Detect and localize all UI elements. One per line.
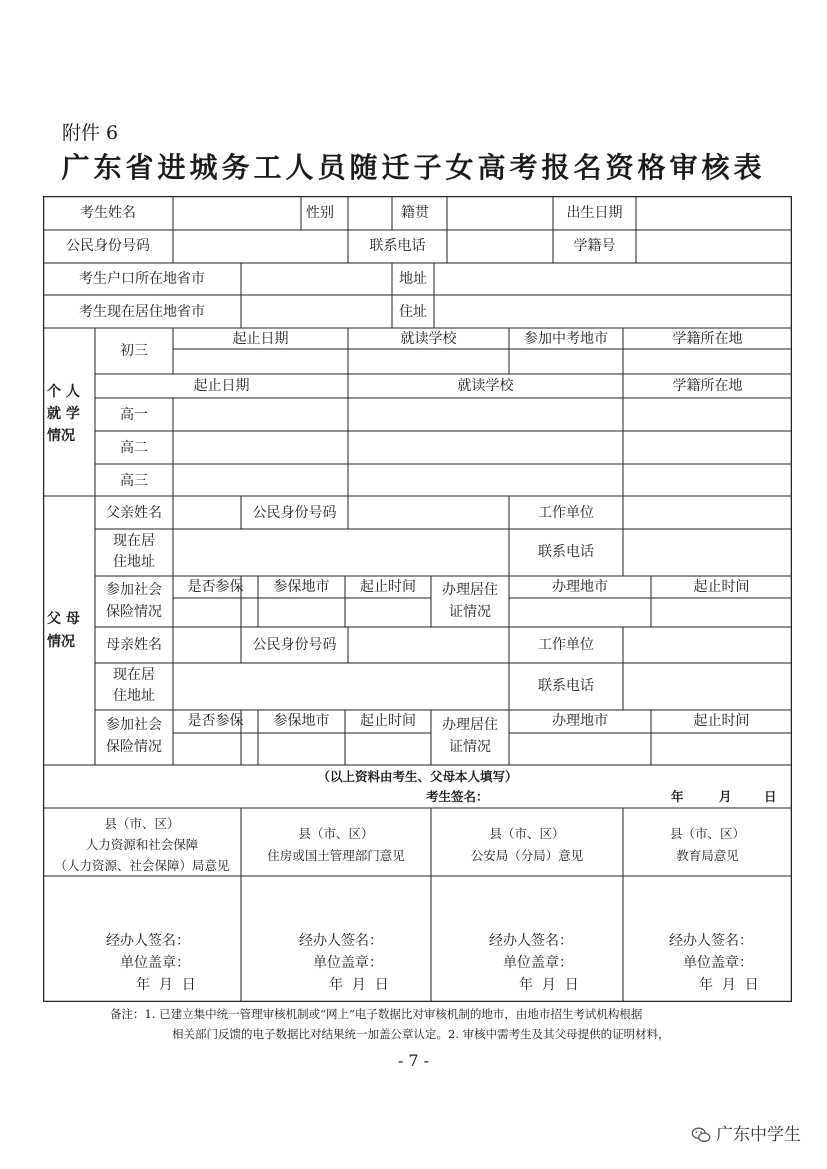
col-mother-insure-city: 参保地市: [273, 713, 330, 729]
col-xueji-location-senior: 学籍所在地: [672, 378, 743, 394]
label-father-permit-1: 办理居住: [442, 582, 498, 598]
watermark: [690, 1120, 801, 1146]
review-housing-line2: 住房或国土管理部门意见: [267, 848, 405, 863]
hr-handler-signature: 经办人签名：: [106, 933, 190, 949]
label-gender: 性别: [306, 205, 334, 221]
section-parents-line1: 父 母: [47, 611, 80, 627]
housing-unit-seal: 单位盖章：: [313, 955, 383, 971]
education-unit-seal: 单位盖章：: [683, 955, 753, 971]
label-id-number: 公民身份号码: [66, 238, 150, 254]
wechat-icon: [690, 1124, 712, 1146]
label-father-social-1: 参加社会: [106, 582, 162, 598]
label-birth-date: 出生日期: [566, 205, 623, 221]
label-senior-two: 高二: [120, 440, 148, 456]
label-mother-address-1: 现在居: [113, 667, 155, 683]
label-senior-one: 高一: [120, 407, 148, 423]
page-number: - 7 -: [397, 1051, 430, 1070]
col-father-permit-city: 办理地市: [552, 579, 608, 595]
label-mother-address-2: 住地址: [113, 688, 155, 704]
label-father-address-1: 现在居: [113, 533, 155, 549]
review-police-line2: 公安局（分局）意见: [470, 848, 584, 863]
label-hukou-address: 地址: [399, 271, 427, 287]
label-residence-address: 住址: [399, 304, 427, 320]
label-examinee-name: 考生姓名: [80, 205, 136, 221]
police-sign-date: 年 月 日: [519, 977, 579, 993]
col-mother-permit-time: 起止时间: [693, 713, 750, 729]
col-start-end-date: 起止日期: [232, 331, 289, 347]
label-mother-social-2: 保险情况: [106, 739, 162, 755]
police-unit-seal: 单位盖章：: [503, 955, 573, 971]
section-study-line1: 个 人: [47, 384, 80, 400]
review-education-line1: 县（市、区）: [669, 826, 745, 841]
label-father-work-unit: 工作单位: [538, 505, 594, 521]
label-father-address-2: 住地址: [113, 554, 155, 570]
review-education-line2: 教育局意见: [676, 848, 739, 863]
education-handler-signature: 经办人签名：: [669, 933, 753, 949]
label-residence-city: 考生现在居住地省市: [79, 304, 205, 320]
annex-label: 附件 6: [62, 122, 119, 144]
label-father-social-2: 保险情况: [106, 604, 162, 620]
col-father-start-time: 起止时间: [360, 579, 416, 595]
section-study-line3: 情况: [47, 428, 75, 444]
examinee-sign-month: 月: [719, 789, 732, 804]
col-mother-start-time: 起止时间: [360, 713, 416, 729]
col-mother-permit-city: 办理地市: [552, 713, 608, 729]
label-student-number: 学籍号: [573, 238, 616, 254]
label-mother-phone: 联系电话: [538, 678, 594, 694]
hr-unit-seal: 单位盖章：: [120, 955, 190, 971]
col-school: 就读学校: [400, 331, 457, 347]
review-hr-line3: （人力资源、社会保障）局意见: [54, 858, 230, 873]
examinee-sign-year: 年: [671, 789, 684, 804]
review-police-line1: 县（市、区）: [489, 826, 565, 841]
fill-note: （以上资料由考生、父母本人填写）: [317, 769, 518, 784]
form-title: 广东省进城务工人员随迁子女高考报名资格审核表: [61, 151, 766, 184]
col-mother-insured: 是否参保: [187, 713, 244, 729]
label-hukou-city: 考生户口所在地省市: [79, 271, 205, 287]
col-school-senior: 就读学校: [457, 378, 514, 394]
col-father-insured: 是否参保: [187, 579, 244, 595]
col-zhongkao-city: 参加中考地市: [524, 331, 608, 347]
hr-sign-date: 年 月 日: [136, 977, 196, 993]
label-native-place: 籍贯: [401, 205, 429, 221]
examinee-sign-day: 日: [764, 789, 777, 804]
label-father-phone: 联系电话: [538, 544, 594, 560]
section-parents-line2: 情况: [47, 634, 75, 650]
qualification-review-form: [43, 196, 792, 1002]
label-senior-three: 高三: [120, 473, 148, 489]
label-junior-three: 初三: [120, 343, 148, 359]
col-start-end-date-senior: 起止日期: [193, 378, 250, 394]
col-father-permit-time: 起止时间: [693, 579, 750, 595]
label-father-id: 公民身份号码: [252, 505, 337, 521]
label-mother-permit-1: 办理居住: [442, 717, 498, 733]
police-handler-signature: 经办人签名：: [489, 933, 573, 949]
remark-line-2: 相关部门反馈的电子数据比对结果统一加盖公章认定。2. 审核中需考生及其父母提供的证明材料，: [172, 1027, 670, 1041]
section-study-line2: 就 学: [47, 406, 80, 422]
review-hr-line2: 人力资源和社会保障: [85, 837, 199, 852]
review-hr-line1: 县（市、区）: [104, 816, 180, 831]
label-father-permit-2: 证情况: [449, 604, 491, 620]
label-mother-id: 公民身份号码: [252, 637, 337, 653]
housing-sign-date: 年 月 日: [329, 977, 389, 993]
label-father-name: 父亲姓名: [106, 505, 162, 521]
label-mother-work-unit: 工作单位: [538, 637, 594, 653]
watermark-text: 广东中学生: [716, 1125, 801, 1145]
examinee-signature-label: 考生签名：: [426, 789, 489, 804]
label-mother-name: 母亲姓名: [106, 637, 162, 653]
col-father-insure-city: 参保地市: [273, 579, 330, 595]
label-contact-phone: 联系电话: [369, 238, 426, 254]
education-sign-date: 年 月 日: [699, 977, 759, 993]
label-mother-social-1: 参加社会: [106, 717, 162, 733]
label-mother-permit-2: 证情况: [449, 739, 491, 755]
review-housing-line1: 县（市、区）: [298, 826, 374, 841]
remark-line-1: 备注：1. 已建立集中统一管理审核机制或“网上”电子数据比对审核机制的地市，由地市招生考试机构根据: [110, 1007, 643, 1021]
housing-handler-signature: 经办人签名：: [299, 933, 383, 949]
col-xueji-location: 学籍所在地: [672, 331, 743, 347]
